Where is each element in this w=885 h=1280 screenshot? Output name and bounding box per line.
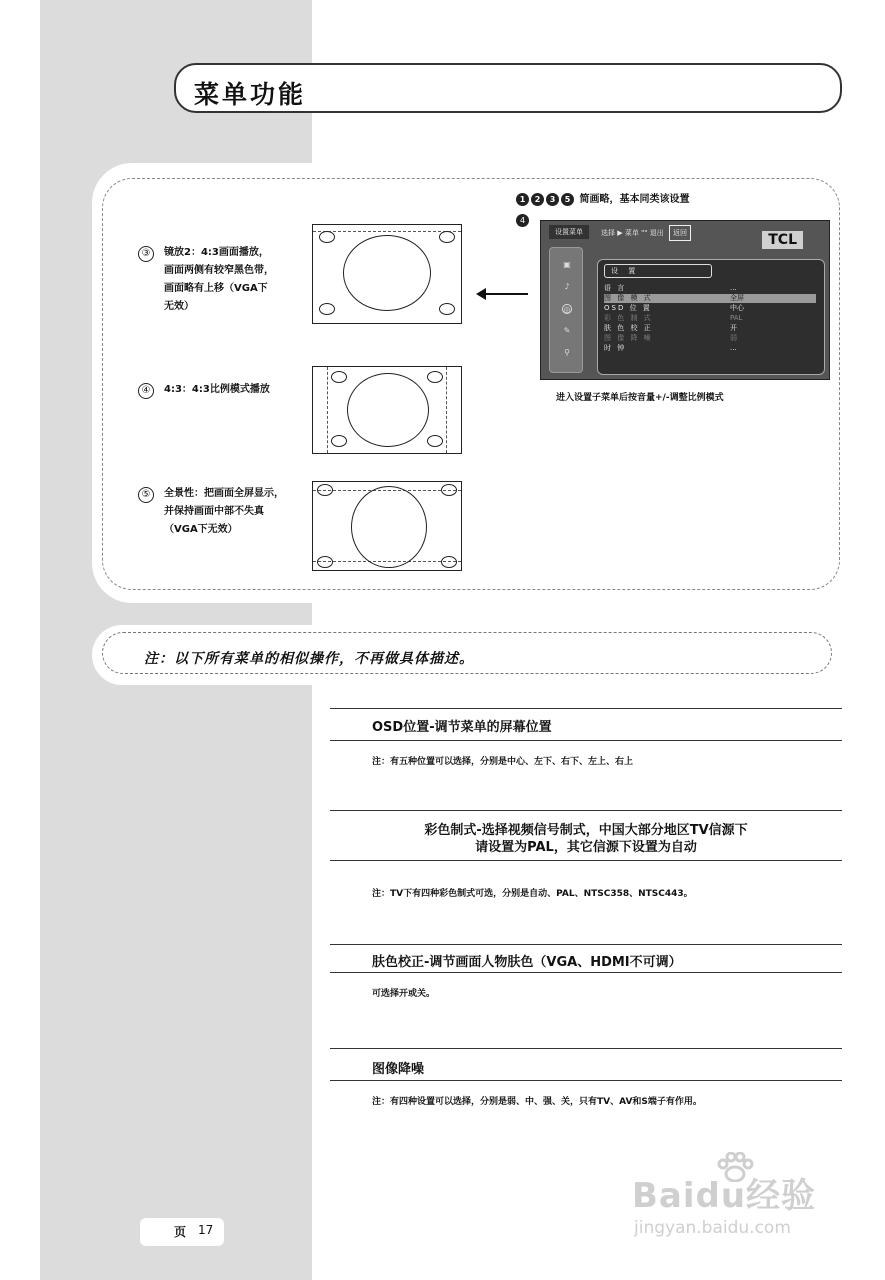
section-rule xyxy=(330,1080,842,1081)
section-title: OSD位置-调节菜单的屏幕位置 xyxy=(372,720,552,735)
menu-row-value: 中心 xyxy=(730,304,744,312)
menu-row xyxy=(604,324,816,333)
watermark-logo: Baidu经验 xyxy=(632,1176,817,1216)
corner-circle xyxy=(319,231,335,243)
section-note: 注：TV下有四种彩色制式可选，分别是自动、PAL、NTSC358、NTSC443。 xyxy=(372,889,693,899)
screen-caption: 进入设置子菜单后按音量+/-调整比例模式 xyxy=(556,393,724,403)
screen-header xyxy=(516,190,689,206)
menu-row-value: ... xyxy=(730,284,737,292)
step-dot: 1 xyxy=(516,193,529,206)
mode-line: 画面两侧有较窄黑色带， xyxy=(164,265,274,276)
section-rule xyxy=(330,860,842,861)
mode-number: ⑤ xyxy=(138,487,154,503)
step-dot: 3 xyxy=(546,193,559,206)
menu-title: 设 置 xyxy=(604,264,712,278)
mode-number: ③ xyxy=(138,246,154,262)
brand-logo: TCL xyxy=(762,231,803,249)
section-rule xyxy=(330,1048,842,1049)
corner-circle xyxy=(427,435,443,447)
section-note: 可选择开或关。 xyxy=(372,989,436,999)
section-rule xyxy=(330,972,842,973)
corner-circle xyxy=(319,303,335,315)
section-title: 图像降噪 xyxy=(372,1062,425,1077)
section-title-box xyxy=(174,63,842,113)
mode-line: 无效） xyxy=(164,301,194,312)
menu-row-value: 开 xyxy=(730,324,737,332)
dash-guide xyxy=(327,367,328,453)
menu-row-value: 弱 xyxy=(730,334,737,342)
step-dot: 2 xyxy=(531,193,544,206)
section-note: 注：有五种位置可以选择，分别是中心、左下、右下、左上、右上 xyxy=(372,757,634,767)
section-title-line: 请设置为PAL，其它信源下设置为自动 xyxy=(475,840,697,855)
corner-circle xyxy=(331,435,347,447)
nav-return-button: 返回 xyxy=(669,225,691,241)
mode-line: 全景性：把画面全屏显示， xyxy=(164,488,284,499)
menu-row xyxy=(604,314,816,323)
corner-circle xyxy=(439,303,455,315)
corner-circle xyxy=(427,371,443,383)
corner-circle xyxy=(331,371,347,383)
menu-row-value: 全屏 xyxy=(730,294,744,302)
menu-row-key: 彩 色 制 式 xyxy=(604,314,653,322)
menu-tab-label: 设置菜单 xyxy=(549,225,589,239)
menu-row-selected xyxy=(604,294,816,303)
mode-line: 镜放2：4:3画面播放， xyxy=(164,247,269,258)
mode-line: 4:3：4:3比例模式播放 xyxy=(164,384,270,395)
section-rule xyxy=(330,944,842,945)
mode-number: ④ xyxy=(138,383,154,399)
nav-text: 菜单 "" 退出 xyxy=(624,229,664,237)
watermark-url: jingyan.baidu.com xyxy=(634,1218,791,1238)
section-title-line: 彩色制式-选择视频信号制式，中国大部分地区TV信源下 xyxy=(424,823,748,838)
menu-row-key: 时 钟 xyxy=(604,344,627,352)
menu-row xyxy=(604,304,816,313)
arrow-left-icon xyxy=(476,287,528,301)
section-rule xyxy=(330,708,842,709)
step-dot: 5 xyxy=(561,193,574,206)
nav-text: 选择 xyxy=(601,229,615,237)
section-rule xyxy=(330,740,842,741)
corner-circle xyxy=(441,484,457,496)
tool-icon: ✎ xyxy=(563,326,571,335)
page-title: 菜单功能 xyxy=(194,80,307,109)
screen-header-text: 简画略，基本同类该设置 xyxy=(579,194,690,205)
menu-row-key: 语 言 xyxy=(604,284,627,292)
lock-icon: ⚲ xyxy=(564,348,570,357)
mode-description xyxy=(164,485,314,539)
menu-row xyxy=(604,334,816,343)
aspect-diagram xyxy=(312,366,462,454)
picture-ellipse xyxy=(347,373,429,447)
menu-area xyxy=(597,259,825,375)
dash-guide xyxy=(446,367,447,453)
mode-line: （VGA下无效） xyxy=(164,524,238,535)
mode-description xyxy=(164,381,304,399)
note-text: 注：以下所有菜单的相似操作，不再做具体描述。 xyxy=(144,651,474,667)
nav-arrow: ▶ xyxy=(617,229,623,237)
mode-description xyxy=(164,244,314,316)
menu-row-key: 图 像 降 噪 xyxy=(604,334,653,342)
menu-row-key: 肤 色 校 正 xyxy=(604,324,653,332)
menu-icon-column xyxy=(549,247,583,373)
section-rule xyxy=(330,810,842,811)
menu-row-key: OSD 位 置 xyxy=(604,304,652,312)
section-note: 注：有四种设置可以选择，分别是弱、中、强、关，只有TV、AV和S端子有作用。 xyxy=(372,1097,702,1107)
nav-strip xyxy=(601,225,691,241)
mode-line: 画面略有上移（VGA下 xyxy=(164,283,268,294)
corner-circle xyxy=(439,231,455,243)
menu-row xyxy=(604,344,816,353)
dash-guide xyxy=(313,231,461,232)
watermark xyxy=(624,1152,844,1252)
step-dot: 4 xyxy=(516,214,529,227)
tv-menu-screenshot xyxy=(540,220,830,380)
page-number: 17 xyxy=(198,1223,214,1237)
picture-ellipse xyxy=(343,235,431,311)
page-label: 页 xyxy=(174,1225,187,1239)
menu-row-key: 图 像 模 式 xyxy=(604,294,653,302)
mode-line: 并保持画面中部不失真 xyxy=(164,506,264,517)
aspect-diagram xyxy=(312,224,462,324)
menu-row-value: ... xyxy=(730,344,737,352)
corner-circle xyxy=(317,484,333,496)
corner-circle xyxy=(317,556,333,568)
section-title xyxy=(330,822,842,856)
menu-row-value: PAL xyxy=(730,314,743,322)
section-title: 肤色校正-调节画面人物肤色（VGA、HDMI不可调） xyxy=(372,955,682,970)
picture-ellipse xyxy=(351,486,427,568)
settings-icon: ◎ xyxy=(563,305,571,314)
sound-icon: ♪ xyxy=(564,282,570,291)
aspect-diagram xyxy=(312,481,462,571)
menu-row xyxy=(604,284,816,293)
corner-circle xyxy=(441,556,457,568)
tv-icon: ▣ xyxy=(563,260,571,269)
